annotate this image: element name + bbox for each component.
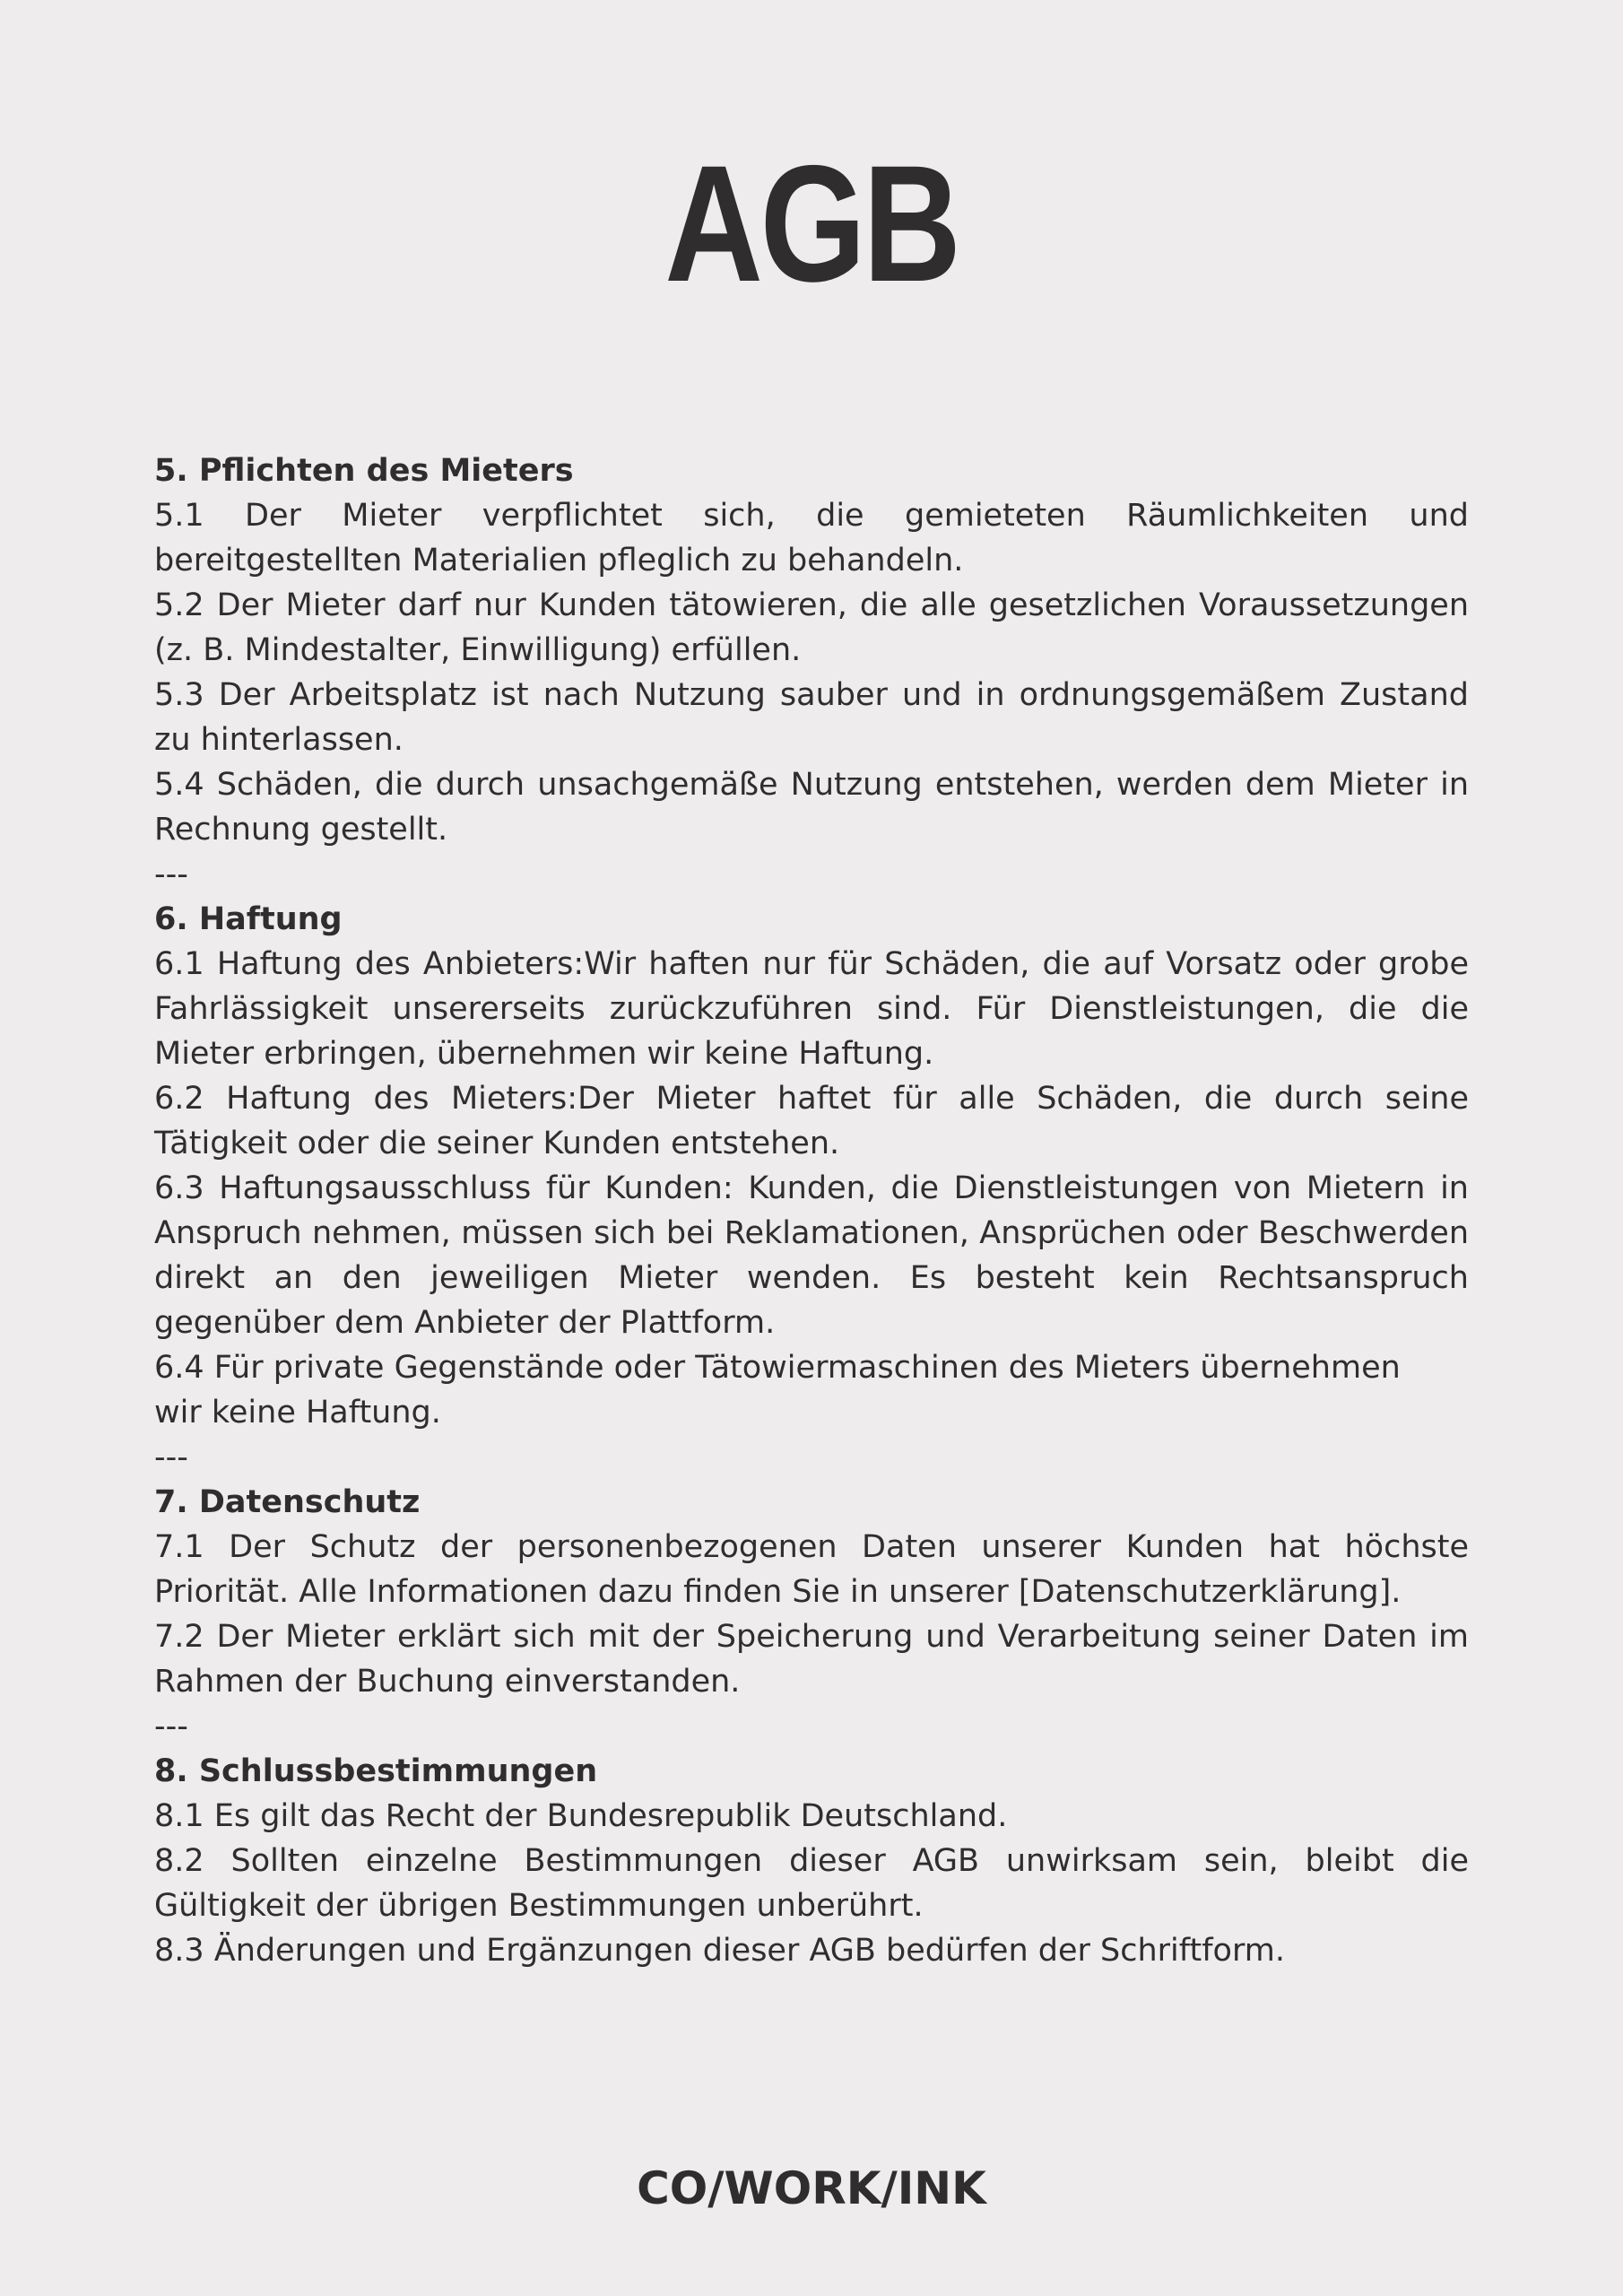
section-haftung [154,897,1469,1480]
clause-6-4: 6.4 Für private Gegenstände oder Tätowiermaschinen des Mieters übernehmen [154,1350,1401,1386]
section-divider: --- [154,857,188,892]
clause-6-1: 6.1 Haftung des Anbieters:Wir haften nur für Schäden, die auf Vorsatz oder grobe Fahrlässigkeit unsererseits zurückzuführen sind. Für Dienstleistungen, die die Mieter erbringen, übernehmen wir keine Haftung. [154,946,1469,1072]
section-pflichten-des-mieters [154,448,1469,897]
section-divider: --- [154,1709,188,1744]
clause-7-2: 7.2 Der Mieter erklärt sich mit der Speicherung und Verarbeitung seiner Daten im Rahmen der Buchung einverstanden. [154,1619,1469,1700]
document-body [154,448,1469,1973]
clause-5-2: 5.2 Der Mieter darf nur Kunden tätowieren, die alle gesetzlichen Voraussetzungen (z. B. Mindestalter, Einwilligung) erfüllen. [154,587,1469,668]
section-schlussbestimmungen [154,1749,1469,1973]
clause-5-3: 5.3 Der Arbeitsplatz ist nach Nutzung sauber und in ordnungsgemäßem Zustand zu hinterlassen. [154,677,1469,758]
section-heading: 8. Schlussbestimmungen [154,1753,598,1789]
section-datenschutz [154,1480,1469,1749]
section-heading: 7. Datenschutz [154,1484,421,1520]
clause-8-2: 8.2 Sollten einzelne Bestimmungen dieser AGB unwirksam sein, bleibt die Gültigkeit der übrigen Bestimmungen unberührt. [154,1843,1469,1924]
clause-8-3: 8.3 Änderungen und Ergänzungen dieser AGB bedürfen der Schriftform. [154,1933,1285,1969]
clause-6-3: 6.3 Haftungsausschluss für Kunden: Kunden, die Dienstleistungen von Mietern in Anspruch nehmen, müssen sich bei Reklamationen, Ansprüchen oder Beschwerden direkt an den jeweiligen Mieter wenden. Es besteht kein Rechtsanspruch gegenüber dem Anbieter der Plattform. [154,1170,1469,1341]
section-heading: 6. Haftung [154,901,343,937]
clause-7-1: 7.1 Der Schutz der personenbezogenen Daten unserer Kunden hat höchste Priorität. Alle Informationen dazu finden Sie in unserer [Datenschutzerklärung]. [154,1529,1469,1610]
section-heading: 5. Pflichten des Mieters [154,453,574,489]
clause-6-4-continued: wir keine Haftung. [154,1395,441,1431]
clause-8-1: 8.1 Es gilt das Recht der Bundesrepublik Deutschland. [154,1798,1008,1834]
clause-5-1: 5.1 Der Mieter verpflichtet sich, die gemieteten Räumlichkeiten und bereitgestellten Materialien pfleglich zu behandeln. [154,498,1469,578]
section-divider: --- [154,1439,188,1475]
clause-5-4: 5.4 Schäden, die durch unsachgemäße Nutzung entstehen, werden dem Mieter in Rechnung gestellt. [154,767,1469,848]
footer-brand: CO/WORK/INK [637,2162,986,2214]
clause-6-2: 6.2 Haftung des Mieters:Der Mieter haftet für alle Schäden, die durch seine Tätigkeit oder die seiner Kunden entstehen. [154,1081,1469,1161]
page-title: AGB [664,132,959,317]
